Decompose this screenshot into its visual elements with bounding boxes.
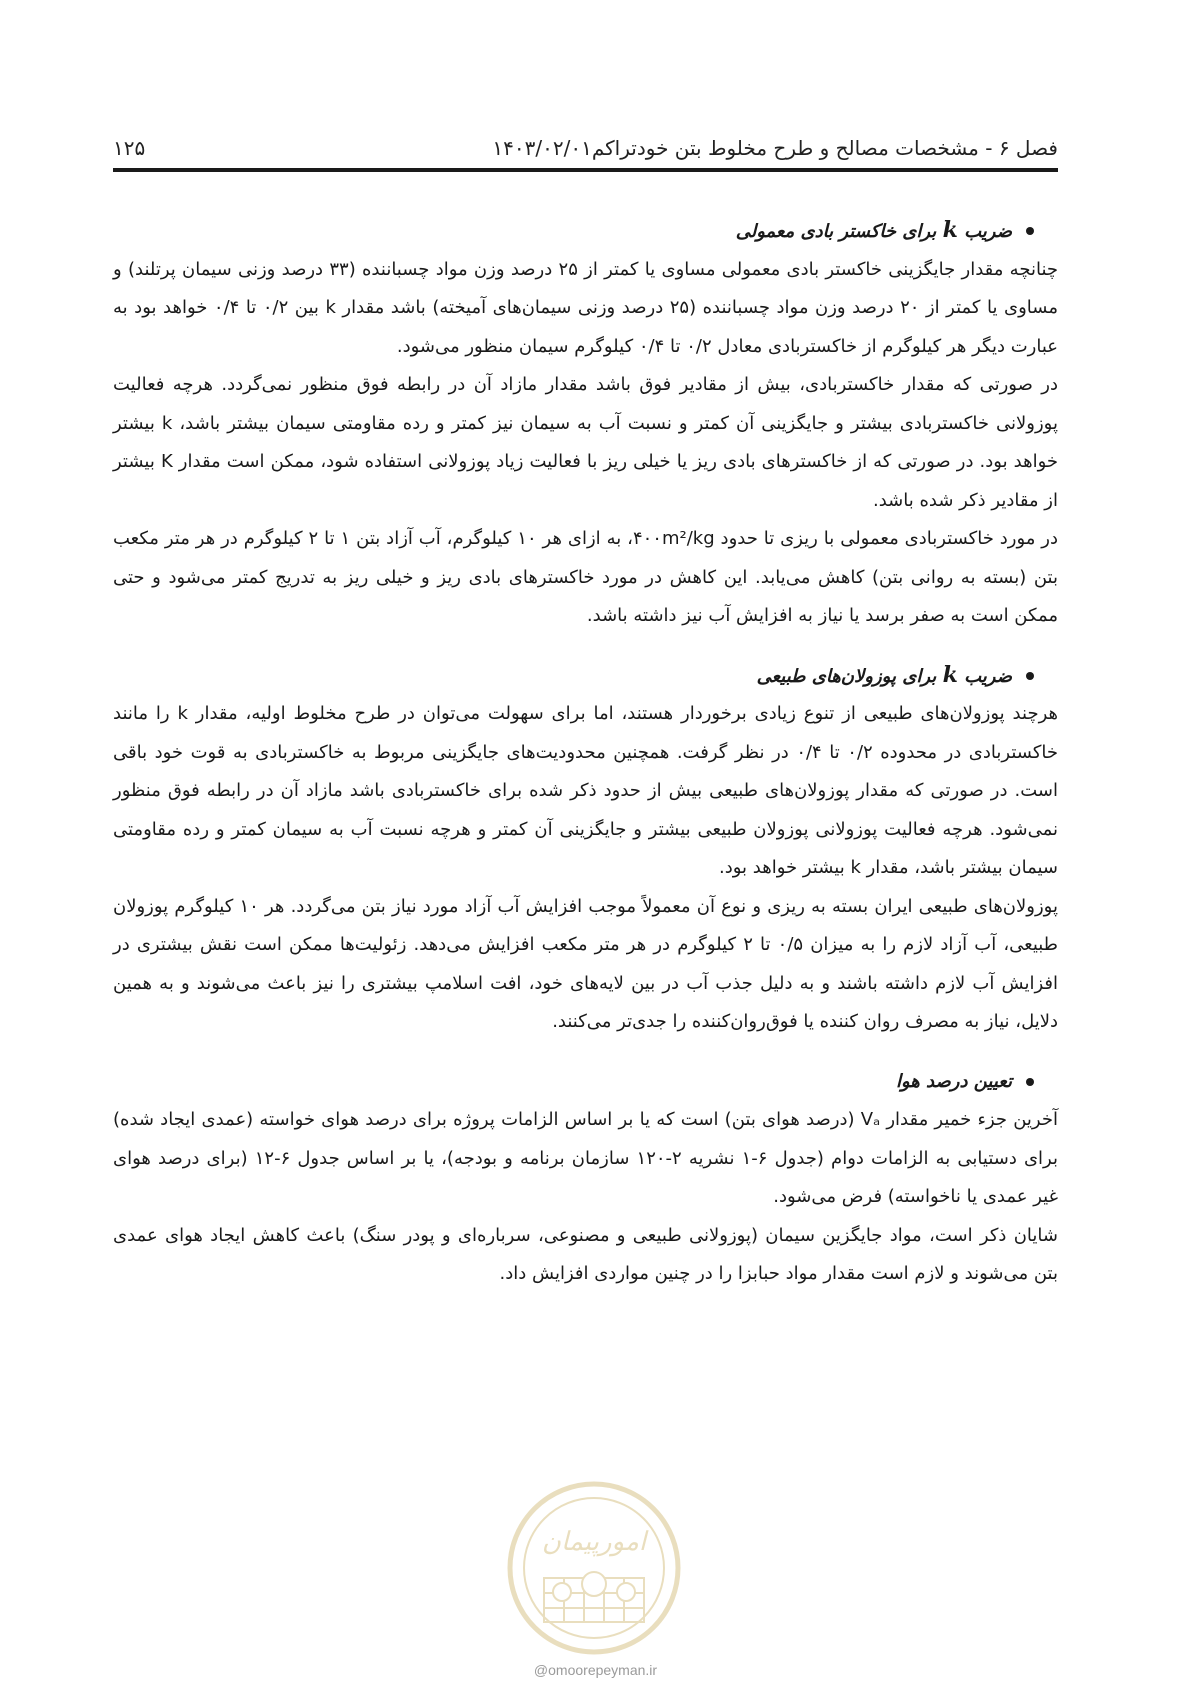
- svg-text:امورپیمان: امورپیمان: [541, 1527, 647, 1557]
- section-heading-fly-ash: [113, 212, 1034, 251]
- heading-text: ضریب k برای خاکستر بادی معمولی: [735, 217, 1012, 243]
- bullet-icon: [1026, 672, 1034, 680]
- section-heading-natural-pozzolans: [113, 657, 1034, 696]
- paragraph: آخرین جزء خمیر مقدار Vₐ (درصد هوای بتن) است که یا بر اساس الزامات پروژه برای درصد هوای خواسته (عمدی ایجاد شده) برای دستیابی به الزامات دوام (جدول ۶-۱ نشریه ۲-۱۲۰ سازمان برنامه و بودجه)، یا بر اساس جدول ۶-۱۲ (برای درصد هوای غیر عمدی یا ناخواسته) فرض می‌شود.: [113, 1109, 1058, 1207]
- heading-text: ضریب k برای پوزولان‌های طبیعی: [756, 661, 1012, 688]
- page-number: ۱۲۵: [113, 136, 146, 160]
- paragraph: شایان ذکر است، مواد جایگزین سیمان (پوزولانی طبیعی و مصنوعی، سرباره‌ای و پودر سنگ) باعث کاهش ایجاد هوای عمدی بتن می‌شوند و لازم است مقدار مواد حبابزا را در چنین مواردی افزایش داد.: [113, 1224, 1058, 1284]
- seal-icon: [504, 1478, 684, 1658]
- bullet-icon: [1026, 227, 1034, 235]
- chapter-title: فصل ۶ - مشخصات مصالح و طرح مخلوط بتن خودتراکم۱۴۰۳/۰۲/۰۱: [492, 136, 1058, 160]
- paragraph: در صورتی که مقدار خاکستربادی، بیش از مقادیر فوق باشد مقدار مازاد آن در رابطه فوق منظور نمی‌گردد. هرچه فعالیت پوزولانی خاکستربادی بیشتر و جایگزینی آن کمتر و نسبت آب به سیمان نیز کمتر و رده مقاومتی سیمان بیشتر باشد، k بیشتر خواهد بود. در صورتی که از خاکسترهای بادی ریز یا خیلی ریز با فعالیت زیاد پوزولانی استفاده شود، ممکن است مقدار K بیشتر از مقادیر ذکر شده باشد.: [113, 374, 1058, 511]
- watermark-url: @omoorepeyman.ir: [533, 1662, 658, 1678]
- page-content: [113, 212, 1058, 1294]
- bullet-icon: [1026, 1078, 1034, 1086]
- section-heading-air-content: [113, 1063, 1034, 1102]
- paragraph: پوزولان‌های طبیعی ایران بسته به ریزی و نوع آن معمولاً موجب افزایش آب آزاد مورد نیاز بتن می‌گردد. هر ۱۰ کیلوگرم پوزولان طبیعی، آب آزاد لازم را به میزان ۰/۵ تا ۲ کیلوگرم در هر متر مکعب افزایش می‌دهد. زئولیت‌ها ممکن است نقش بیشتری در افزایش آب لازم داشته باشند و به دلیل جذب آب در بین لایه‌های خود، افت اسلامپ بیشتری را نیز باعث می‌شوند و به همین دلایل، نیاز به مصرف روان کننده یا فوق‌روان‌کننده را جدی‌تر می‌کنند.: [113, 895, 1059, 1032]
- heading-text: تعیین درصد هوا: [895, 1070, 1012, 1092]
- paragraph: هرچند پوزولان‌های طبیعی از تنوع زیادی برخوردار هستند، اما برای سهولت می‌توان در طرح مخلوط اولیه، مقدار k را مانند خاکستربادی در محدوده ۰/۲ تا ۰/۴ در نظر گرفت. همچنین محدودیت‌های جایگزینی مربوط به خاکستربادی به قوت خود باقی است. در صورتی که مقدار پوزولان‌های طبیعی بیش از حدود ذکر شده برای خاکستربادی باشد مازاد آن در رابطه فوق منظور نمی‌شود. هرچه فعالیت پوزولانی پوزولان طبیعی بیشتر و جایگزینی آن کمتر و هرچه نسبت آب به سیمان کمتر و رده مقاومتی سیمان بیشتر باشد، مقدار k بیشتر خواهد بود.: [113, 703, 1059, 878]
- watermark-logo: [504, 1478, 684, 1658]
- paragraph: چنانچه مقدار جایگزینی خاکستر بادی معمولی مساوی یا کمتر از ۲۵ درصد وزن مواد چسباننده (۳۳ درصد وزنی سیمان پرتلند) و مساوی یا کمتر از ۲۰ درصد وزن مواد چسباننده (۲۵ درصد وزنی سیمان‌های آمیخته) باشد مقدار k بین ۰/۲ تا ۰/۴ خواهد بود به عبارت دیگر هر کیلوگرم از خاکستربادی معادل ۰/۲ تا ۰/۴ کیلوگرم سیمان منظور می‌شود.: [113, 258, 1058, 357]
- header-divider: [113, 168, 1058, 172]
- paragraph: در مورد خاکستربادی معمولی با ریزی تا حدود ۴۰۰m²/kg، به ازای هر ۱۰ کیلوگرم، آب آزاد بتن ۱ تا ۲ کیلوگرم در هر متر مکعب بتن (بسته به روانی بتن) کاهش می‌یابد. این کاهش در مورد خاکسترهای بادی ریز و خیلی ریز به تدریج کمتر می‌شود و حتی ممکن است به صفر برسد یا نیاز به افزایش آب نیز داشته باشد.: [113, 528, 1059, 626]
- page-header: [113, 130, 1058, 166]
